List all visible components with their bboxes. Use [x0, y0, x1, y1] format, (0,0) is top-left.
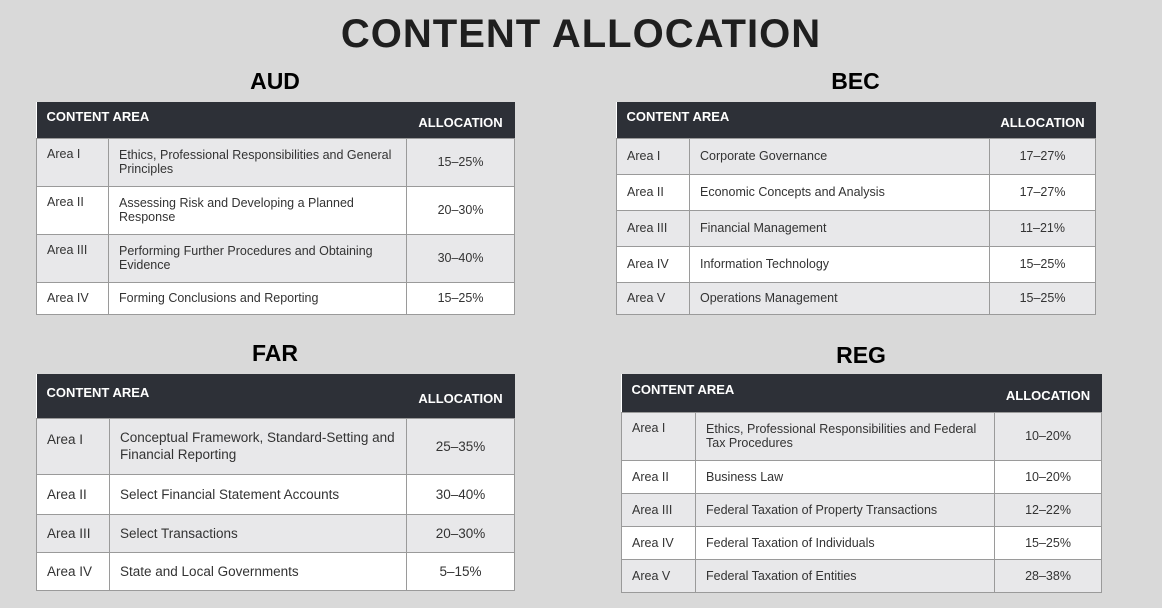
content-area-header: CONTENT AREA [37, 374, 407, 418]
content-area-header: CONTENT AREA [617, 102, 990, 138]
table-header-row [622, 374, 1102, 412]
table-header-row [37, 374, 515, 418]
area-cell: Area II [617, 174, 690, 210]
topic-cell: Performing Further Procedures and Obtaining Evidence [109, 234, 407, 282]
allocation-cell: 10–20% [995, 460, 1102, 493]
topic-cell: Operations Management [690, 282, 990, 314]
allocation-cell: 5–15% [407, 552, 515, 590]
topic-cell: Federal Taxation of Property Transactions [696, 493, 995, 526]
allocation-cell: 15–25% [995, 526, 1102, 559]
aud-table [36, 102, 515, 315]
area-cell: Area I [37, 138, 109, 186]
table-header-row [617, 102, 1096, 138]
table-row [617, 246, 1096, 282]
table-row [37, 282, 515, 314]
topic-cell: Economic Concepts and Analysis [690, 174, 990, 210]
topic-cell: Information Technology [690, 246, 990, 282]
content-area-header: CONTENT AREA [622, 374, 995, 412]
reg-title: REG [836, 342, 886, 368]
allocation-header: ALLOCATION [407, 102, 515, 138]
area-cell: Area II [37, 474, 110, 514]
allocation-cell: 10–20% [995, 412, 1102, 460]
allocation-header: ALLOCATION [990, 102, 1096, 138]
page-title: CONTENT ALLOCATION [340, 12, 822, 56]
allocation-cell: 25–35% [407, 418, 515, 474]
allocation-header: ALLOCATION [995, 374, 1102, 412]
table-row [622, 460, 1102, 493]
bec-title: BEC [831, 68, 880, 94]
area-cell: Area III [617, 210, 690, 246]
topic-cell: Financial Management [690, 210, 990, 246]
topic-cell: Ethics, Professional Responsibilities and Federal Tax Procedures [696, 412, 995, 460]
area-cell: Area III [37, 514, 110, 552]
table-row [37, 474, 515, 514]
table-row [37, 186, 515, 234]
allocation-cell: 15–25% [407, 282, 515, 314]
table-row [622, 526, 1102, 559]
table-row [617, 174, 1096, 210]
table-row [617, 210, 1096, 246]
table-row [622, 493, 1102, 526]
area-cell: Area V [617, 282, 690, 314]
allocation-cell: 15–25% [407, 138, 515, 186]
allocation-cell: 12–22% [995, 493, 1102, 526]
topic-cell: Corporate Governance [690, 138, 990, 174]
allocation-cell: 20–30% [407, 186, 515, 234]
table-row [622, 412, 1102, 460]
area-cell: Area III [622, 493, 696, 526]
table-row [37, 552, 515, 590]
area-cell: Area II [37, 186, 109, 234]
topic-cell: Forming Conclusions and Reporting [109, 282, 407, 314]
allocation-cell: 11–21% [990, 210, 1096, 246]
far-table [36, 374, 515, 591]
table-row [617, 282, 1096, 314]
allocation-cell: 28–38% [995, 559, 1102, 592]
area-cell: Area II [622, 460, 696, 493]
area-cell: Area V [622, 559, 696, 592]
area-cell: Area IV [37, 552, 110, 590]
area-cell: Area IV [37, 282, 109, 314]
table-row [37, 138, 515, 186]
allocation-cell: 30–40% [407, 234, 515, 282]
table-row [37, 234, 515, 282]
allocation-cell: 15–25% [990, 246, 1096, 282]
table-row [37, 514, 515, 552]
table-row [617, 138, 1096, 174]
topic-cell: Select Financial Statement Accounts [110, 474, 407, 514]
allocation-header: ALLOCATION [407, 374, 515, 418]
area-cell: Area I [622, 412, 696, 460]
topic-cell: Select Transactions [110, 514, 407, 552]
area-cell: Area IV [617, 246, 690, 282]
topic-cell: State and Local Governments [110, 552, 407, 590]
allocation-cell: 30–40% [407, 474, 515, 514]
far-title: FAR [252, 340, 298, 366]
topic-cell: Federal Taxation of Entities [696, 559, 995, 592]
table-row [37, 418, 515, 474]
topic-cell: Assessing Risk and Developing a Planned Response [109, 186, 407, 234]
topic-cell: Ethics, Professional Responsibilities and General Principles [109, 138, 407, 186]
topic-cell: Federal Taxation of Individuals [696, 526, 995, 559]
content-area-header: CONTENT AREA [37, 102, 407, 138]
reg-table [621, 374, 1102, 593]
area-cell: Area IV [622, 526, 696, 559]
area-cell: Area I [617, 138, 690, 174]
allocation-cell: 20–30% [407, 514, 515, 552]
allocation-cell: 17–27% [990, 138, 1096, 174]
table-row [622, 559, 1102, 592]
topic-cell: Business Law [696, 460, 995, 493]
area-cell: Area III [37, 234, 109, 282]
table-header-row [37, 102, 515, 138]
topic-cell: Conceptual Framework, Standard-Setting and Financial Reporting [110, 418, 407, 474]
bec-table [616, 102, 1096, 315]
area-cell: Area I [37, 418, 110, 474]
allocation-cell: 17–27% [990, 174, 1096, 210]
allocation-cell: 15–25% [990, 282, 1096, 314]
aud-title: AUD [250, 68, 300, 94]
